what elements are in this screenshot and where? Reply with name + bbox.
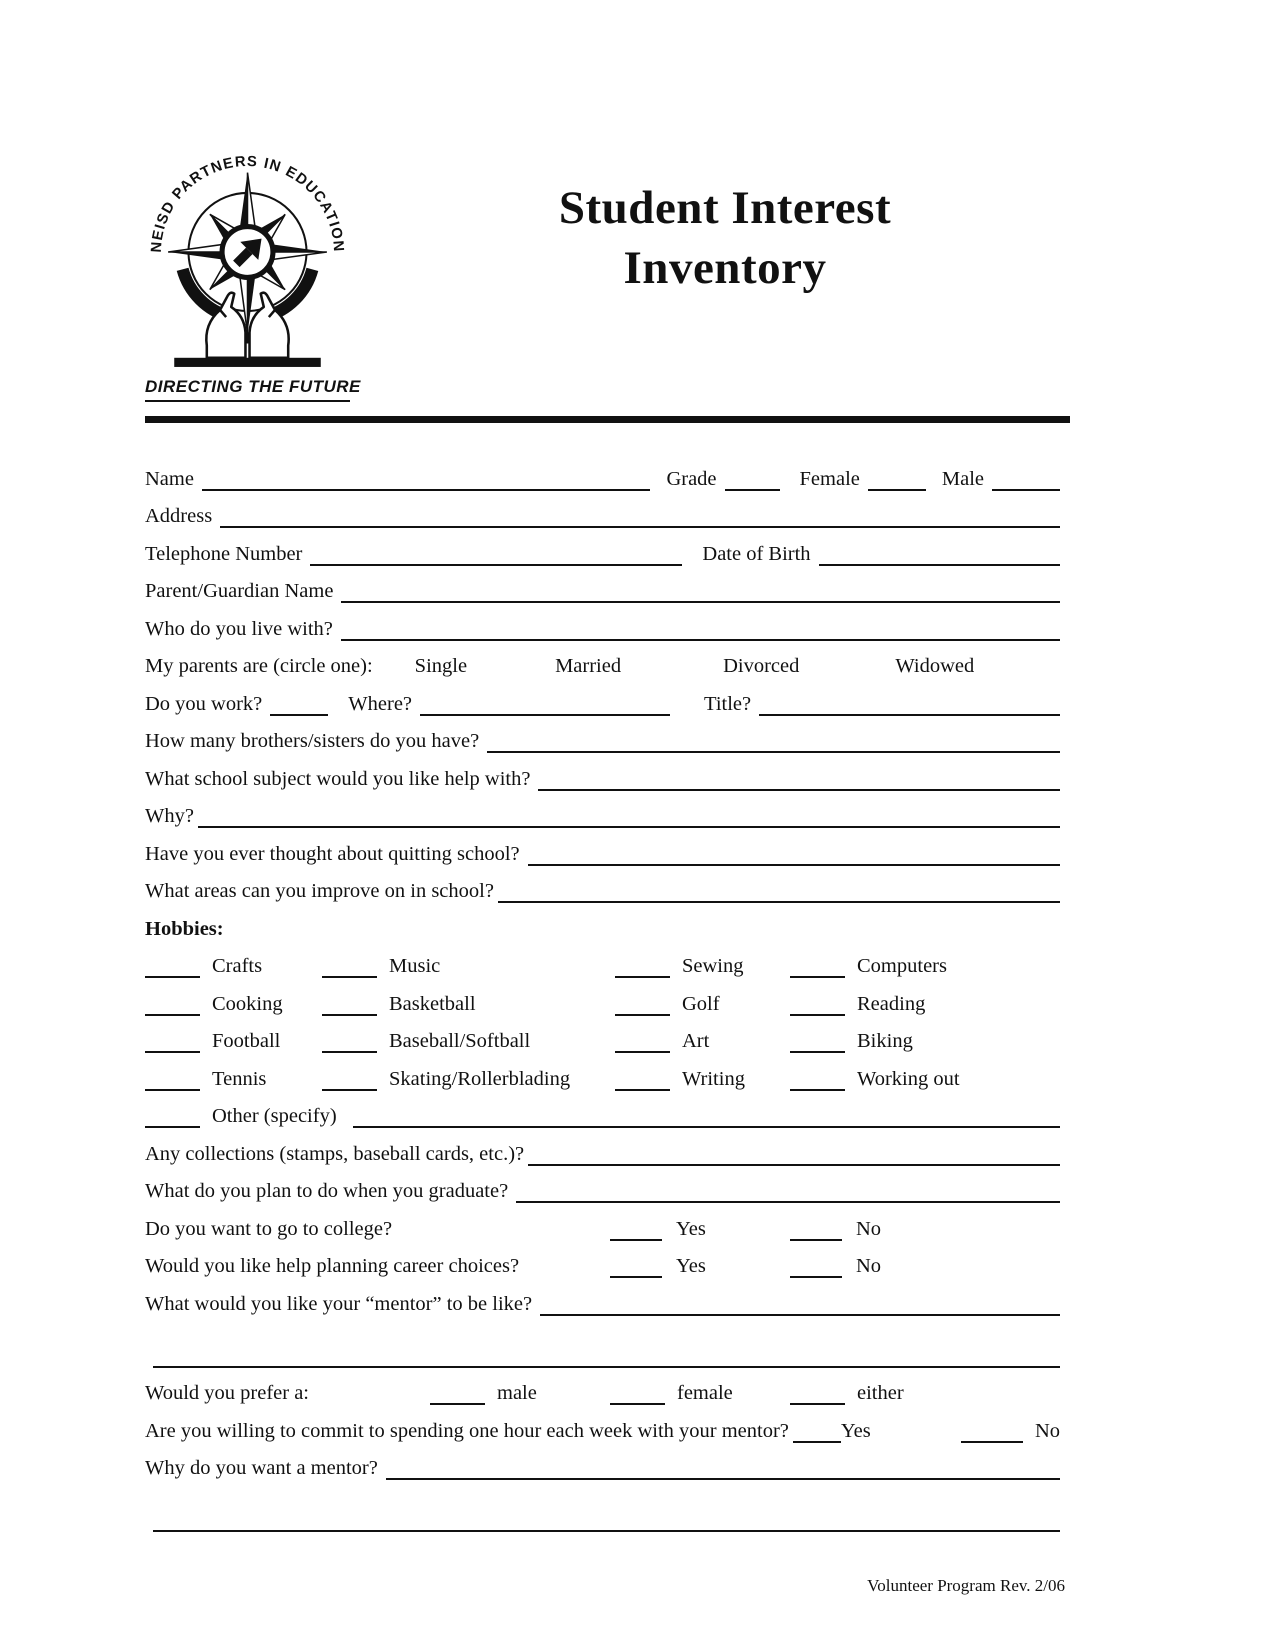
hobby-art-line[interactable] bbox=[615, 1029, 670, 1053]
college-row bbox=[145, 1203, 1060, 1241]
hobby-row-3 bbox=[145, 1016, 1060, 1054]
why-row bbox=[145, 791, 1060, 829]
hobby-computers-label: Computers bbox=[857, 955, 947, 977]
prefer-female-line[interactable] bbox=[610, 1381, 665, 1405]
why-mentor-label: Why do you want a mentor? bbox=[145, 1457, 378, 1479]
mentor-like-row bbox=[145, 1278, 1060, 1316]
hobby-skating-line[interactable] bbox=[322, 1067, 377, 1091]
parent-guardian-label: Parent/Guardian Name bbox=[145, 580, 334, 602]
collections-input-line[interactable] bbox=[528, 1142, 1060, 1166]
name-row bbox=[145, 453, 1060, 491]
dob-input-line[interactable] bbox=[819, 542, 1060, 566]
hobby-reading-line[interactable] bbox=[790, 992, 845, 1016]
graduate-row bbox=[145, 1166, 1060, 1204]
hobby-row-1 bbox=[145, 941, 1060, 979]
neisd-logo bbox=[145, 138, 361, 402]
male-label: Male bbox=[941, 467, 984, 490]
college-no-label: No bbox=[856, 1217, 882, 1240]
name-input-line[interactable] bbox=[202, 467, 650, 491]
address-input-line[interactable] bbox=[220, 504, 1060, 528]
revision-note: Volunteer Program Rev. 2/06 bbox=[867, 1576, 1065, 1595]
job-title-input-line[interactable] bbox=[759, 692, 1060, 716]
hobby-music-label: Music bbox=[389, 955, 441, 977]
commit-no-label: No bbox=[1034, 1419, 1060, 1442]
hobby-football-line[interactable] bbox=[145, 1029, 200, 1053]
work-label: Do you work? bbox=[145, 692, 263, 715]
improve-row bbox=[145, 866, 1060, 904]
parents-status-label: My parents are (circle one): bbox=[145, 655, 373, 677]
telephone-row bbox=[145, 528, 1060, 566]
option-divorced[interactable]: Divorced bbox=[723, 655, 800, 677]
quitting-label: Have you ever thought about quitting school? bbox=[145, 842, 520, 865]
address-label: Address bbox=[145, 505, 213, 527]
siblings-row bbox=[145, 716, 1060, 754]
hobby-sewing-label: Sewing bbox=[682, 955, 744, 977]
option-single[interactable]: Single bbox=[414, 655, 468, 677]
logo-tagline: DIRECTING THE FUTURE bbox=[145, 377, 361, 396]
mentor-like-input-line[interactable] bbox=[540, 1292, 1060, 1316]
hobby-tennis-label: Tennis bbox=[212, 1067, 267, 1090]
prefer-either-line[interactable] bbox=[790, 1381, 845, 1405]
hobby-football-label: Football bbox=[212, 1030, 281, 1052]
hobby-other-check-line[interactable] bbox=[145, 1104, 200, 1128]
compass-rose-icon bbox=[145, 138, 350, 370]
hobby-biking-label: Biking bbox=[857, 1030, 913, 1052]
hobby-sewing-line[interactable] bbox=[615, 954, 670, 978]
hobby-crafts-label: Crafts bbox=[212, 955, 263, 977]
header-rule bbox=[145, 416, 1070, 423]
collections-label: Any collections (stamps, baseball cards, etc.)? bbox=[145, 1142, 525, 1165]
hobby-other-input-line[interactable] bbox=[353, 1104, 1060, 1128]
hobby-baseball-label: Baseball/Softball bbox=[389, 1030, 531, 1052]
career-yes-line[interactable] bbox=[610, 1254, 662, 1278]
college-yes-label: Yes bbox=[676, 1217, 706, 1240]
hobby-basketball-label: Basketball bbox=[389, 992, 476, 1015]
why-label: Why? bbox=[145, 805, 194, 827]
quitting-row bbox=[145, 828, 1060, 866]
mentor-like-continuation-line[interactable] bbox=[153, 1344, 1060, 1368]
name-label: Name bbox=[145, 467, 194, 490]
prefer-either-label: either bbox=[857, 1382, 904, 1404]
hobby-row-4 bbox=[145, 1053, 1060, 1091]
graduate-label: What do you plan to do when you graduate? bbox=[145, 1180, 509, 1202]
live-with-label: Who do you live with? bbox=[145, 617, 333, 640]
hobby-row-2 bbox=[145, 978, 1060, 1016]
hobbies-heading-row bbox=[145, 903, 1060, 941]
live-with-input-line[interactable] bbox=[341, 617, 1060, 641]
commit-yes-line[interactable] bbox=[793, 1419, 841, 1443]
commit-yes-label: Yes bbox=[840, 1419, 871, 1442]
prefer-male-line[interactable] bbox=[430, 1381, 485, 1405]
hobby-reading-label: Reading bbox=[857, 992, 926, 1015]
improve-input-line[interactable] bbox=[498, 879, 1060, 903]
why-mentor-continuation-line[interactable] bbox=[153, 1508, 1060, 1532]
hobby-baseball-line[interactable] bbox=[322, 1029, 377, 1053]
hobby-writing-label: Writing bbox=[682, 1067, 745, 1090]
college-yes-line[interactable] bbox=[610, 1217, 662, 1241]
telephone-label: Telephone Number bbox=[145, 542, 303, 565]
hobbies-heading: Hobbies: bbox=[145, 917, 224, 940]
dob-label: Date of Birth bbox=[702, 542, 811, 565]
option-married[interactable]: Married bbox=[555, 655, 622, 677]
logo-underline bbox=[145, 400, 350, 402]
siblings-input-line[interactable] bbox=[487, 729, 1060, 753]
commit-label: Are you willing to commit to spending one hour each week with your mentor? bbox=[145, 1419, 789, 1442]
hobby-workingout-label: Working out bbox=[857, 1067, 960, 1090]
subject-help-input-line[interactable] bbox=[538, 767, 1060, 791]
parent-guardian-input-line[interactable] bbox=[341, 579, 1060, 603]
job-title-label: Title? bbox=[704, 692, 752, 715]
hobby-crafts-line[interactable] bbox=[145, 954, 200, 978]
prefer-male-label: male bbox=[497, 1382, 537, 1404]
career-row bbox=[145, 1241, 1060, 1279]
female-label: Female bbox=[799, 467, 860, 490]
address-row bbox=[145, 491, 1060, 529]
quitting-input-line[interactable] bbox=[528, 842, 1060, 866]
male-input-line[interactable] bbox=[992, 467, 1060, 491]
career-yes-label: Yes bbox=[676, 1255, 706, 1277]
work-input-line[interactable] bbox=[270, 692, 328, 716]
live-with-row bbox=[145, 603, 1060, 641]
hobby-computers-line[interactable] bbox=[790, 954, 845, 978]
collections-row bbox=[145, 1128, 1060, 1166]
form-body bbox=[145, 453, 1060, 1532]
why-mentor-input-line[interactable] bbox=[386, 1456, 1060, 1480]
hobby-skating-label: Skating/Rollerblading bbox=[389, 1067, 571, 1090]
why-input-line[interactable] bbox=[198, 804, 1060, 828]
page-title-line1: Student Interest bbox=[558, 182, 892, 234]
improve-label: What areas can you improve on in school? bbox=[145, 880, 494, 902]
page-title bbox=[350, 138, 1070, 298]
form-header bbox=[145, 138, 1070, 402]
parent-guardian-row bbox=[145, 566, 1060, 604]
telephone-input-line[interactable] bbox=[310, 542, 682, 566]
where-input-line[interactable] bbox=[420, 692, 670, 716]
hobby-writing-line[interactable] bbox=[615, 1067, 670, 1091]
prefer-female-label: female bbox=[677, 1382, 733, 1404]
footer bbox=[145, 1576, 1065, 1596]
mentor-like-label: What would you like your “mentor” to be like? bbox=[145, 1292, 533, 1315]
career-no-line[interactable] bbox=[790, 1254, 842, 1278]
where-label: Where? bbox=[348, 692, 413, 715]
hobby-tennis-line[interactable] bbox=[145, 1067, 200, 1091]
other-hobby-row bbox=[145, 1091, 1060, 1129]
hobby-golf-line[interactable] bbox=[615, 992, 670, 1016]
prefer-row bbox=[145, 1368, 1060, 1406]
mentor-like-continuation-row bbox=[145, 1326, 1060, 1368]
option-widowed[interactable]: Widowed bbox=[895, 655, 975, 677]
commit-no-line[interactable] bbox=[961, 1419, 1023, 1443]
siblings-label: How many brothers/sisters do you have? bbox=[145, 730, 480, 752]
why-mentor-continuation-row bbox=[145, 1490, 1060, 1532]
college-label: Do you want to go to college? bbox=[145, 1217, 393, 1240]
hobby-biking-line[interactable] bbox=[790, 1029, 845, 1053]
hobby-music-line[interactable] bbox=[322, 954, 377, 978]
work-row bbox=[145, 678, 1060, 716]
hobby-basketball-line[interactable] bbox=[322, 992, 377, 1016]
why-mentor-row bbox=[145, 1443, 1060, 1481]
career-no-label: No bbox=[856, 1255, 882, 1277]
grade-label: Grade bbox=[666, 467, 717, 490]
other-label: Other (specify) bbox=[212, 1105, 337, 1127]
college-no-line[interactable] bbox=[790, 1217, 842, 1241]
hobby-cooking-line[interactable] bbox=[145, 992, 200, 1016]
logo-bar bbox=[174, 358, 321, 367]
graduate-input-line[interactable] bbox=[516, 1179, 1060, 1203]
prefer-label: Would you prefer a: bbox=[145, 1382, 309, 1404]
hobby-golf-label: Golf bbox=[682, 992, 720, 1015]
subject-help-label: What school subject would you like help with? bbox=[145, 767, 531, 790]
subject-help-row bbox=[145, 753, 1060, 791]
career-label: Would you like help planning career choices? bbox=[145, 1255, 520, 1277]
hobby-workingout-line[interactable] bbox=[790, 1067, 845, 1091]
hobby-cooking-label: Cooking bbox=[212, 992, 283, 1015]
page-title-line2: Inventory bbox=[623, 242, 827, 295]
female-input-line[interactable] bbox=[868, 467, 926, 491]
parents-status-row bbox=[145, 641, 1060, 679]
grade-input-line[interactable] bbox=[725, 467, 780, 491]
hobby-art-label: Art bbox=[682, 1030, 710, 1052]
commit-row bbox=[145, 1405, 1060, 1443]
logo-arc-text: NEISD PARTNERS IN EDUCATION bbox=[148, 153, 347, 254]
